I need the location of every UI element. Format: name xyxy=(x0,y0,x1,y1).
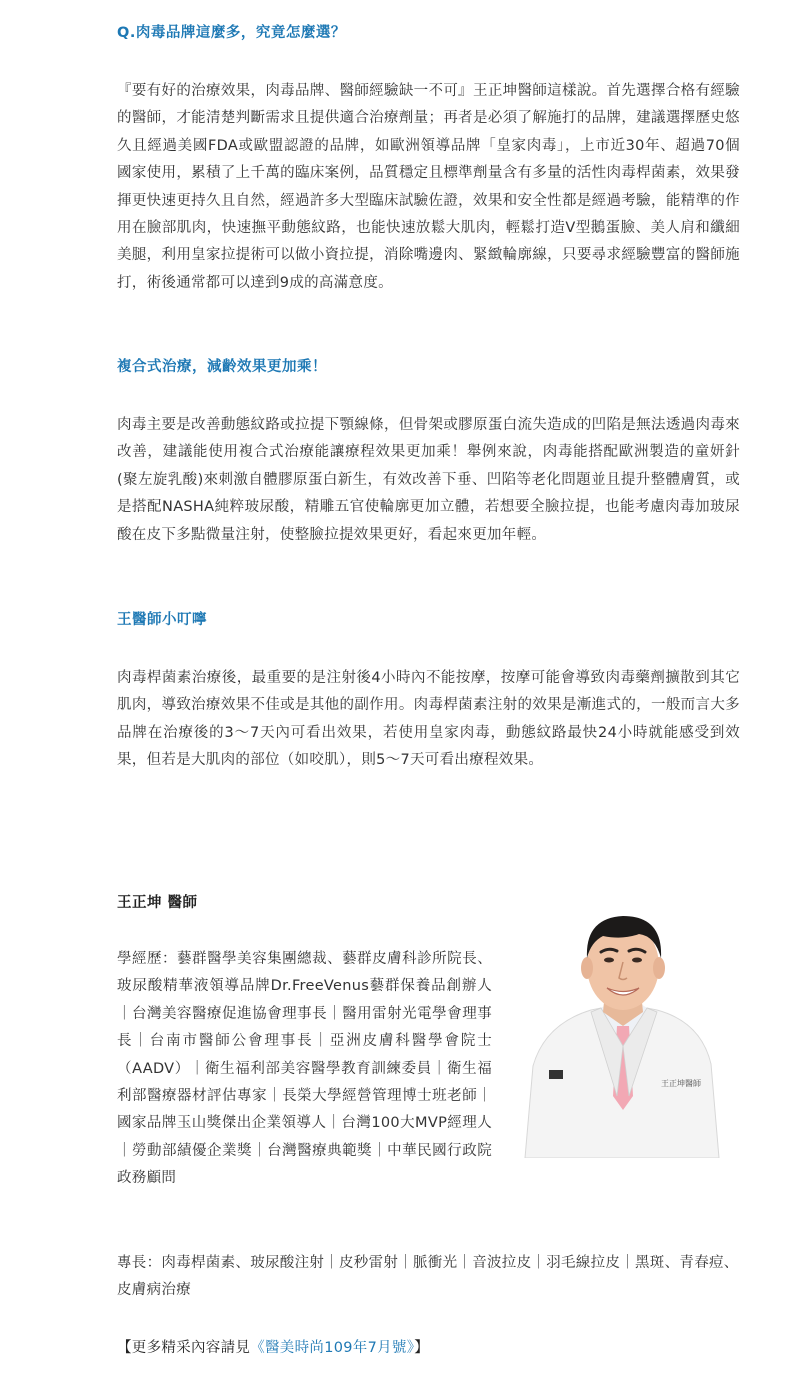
section-paragraph-brand-choice: 『要有好的治療效果，肉毒品牌、醫師經驗缺一不可』王正坤醫師這樣說。首先選擇合格有經驗的醫師，才能清楚判斷需求且提供適合治療劑量；再者是必須了解施打的品牌，建議選擇歷史悠久且經過美國FDA或歐盟認證的品牌，如歐洲領導品牌「皇家肉毒」，上市近30年、超過70個國家使用，累積了上千萬的臨床案例，品質穩定且標準劑量含有多量的活性肉毒桿菌素，效果發揮更快速更持久且自然，經過許多大型臨床試驗佐證，效果和安全性都是經過考驗，能精準的作用在臉部肌肉，快速撫平動態紋路，也能快速放鬆大肌肉，輕鬆打造V型鵝蛋臉、美人肩和纖細美腿，利用皇家拉提術可以做小資拉提，消除嘴邊肉、緊緻輪廓線，只要尋求經驗豐富的醫師施打，術後通常都可以達到9成的高滿意度。 xyxy=(117,83,740,291)
section-paragraph-combined-treatment: 肉毒主要是改善動態紋路或拉提下顎線條，但骨架或膠原蛋白流失造成的凹陷是無法透過肉毒來改善，建議能使用複合式治療能讓療程效果更加乘！舉例來說，肉毒能搭配歐洲製造的童妍針(聚左旋乳酸)來刺激自體膠原蛋白新生，有效改善下垂、凹陷等老化問題並且提升整體膚質，或是搭配NASHA純粹玻尿酸，精雕五官使輪廓更加立體，若想要全臉拉提，也能考慮肉毒加玻尿酸在皮下多點微量注射，使整臉拉提效果更好，看起來更加年輕。 xyxy=(117,417,740,543)
doctor-photo xyxy=(505,896,738,1158)
more-prefix: 【更多精采內容請見 xyxy=(117,1340,251,1356)
section-heading-brand-choice: Q.肉毒品牌這麼多，究竟怎麼選？ xyxy=(117,25,346,41)
doctor-bio: 學經歷：藝群醫學美容集團總裁、藝群皮膚科診所院長、玻尿酸精華液領導品牌Dr.FreeVenus藝群保養品創辦人｜台灣美容醫療促進協會理事長｜醫用雷射光電學會理事長｜台南市醫師公會理事長｜亞洲皮膚科醫學會院士（AADV）｜衛生福利部美容醫學教育訓練委員｜衛生福利部醫療器材評估專家｜長榮大學經營管理博士班老師｜國家品牌玉山獎傑出企業領導人｜台灣100大MVP經理人｜勞動部績優企業獎｜台灣醫療典範獎｜中華民國行政院政務顧問 xyxy=(117,951,492,1187)
section-paragraph-doctor-tips: 肉毒桿菌素治療後，最重要的是注射後4小時內不能按摩，按摩可能會導致肉毒藥劑擴散到其它肌肉，導致治療效果不佳或是其他的副作用。肉毒桿菌素注射的效果是漸進式的，一般而言大多品牌在治療後的3～7天內可看出效果，若使用皇家肉毒，動態紋路最快24小時就能感受到效果，但若是大肌肉的部位（如咬肌），則5～7天可看出療程效果。 xyxy=(117,670,740,769)
more-suffix: 】 xyxy=(414,1340,430,1356)
more-content-notice xyxy=(117,1336,429,1360)
section-heading-combined-treatment: 複合式治療，減齡效果更加乘！ xyxy=(117,359,327,375)
doctor-name: 王正坤 醫師 xyxy=(117,895,198,911)
coat-embroidery: 王正坤醫師 xyxy=(661,1079,701,1088)
magazine-issue-link[interactable]: 《醫美時尚109年7月號》 xyxy=(250,1340,415,1356)
doctor-specialty: 專長：肉毒桿菌素、玻尿酸注射｜皮秒雷射｜脈衝光｜音波拉皮｜羽毛線拉皮｜黑斑、青春痘、皮膚病治療 xyxy=(117,1255,739,1299)
section-heading-doctor-tips: 王醫師小叮嚀 xyxy=(117,612,207,628)
